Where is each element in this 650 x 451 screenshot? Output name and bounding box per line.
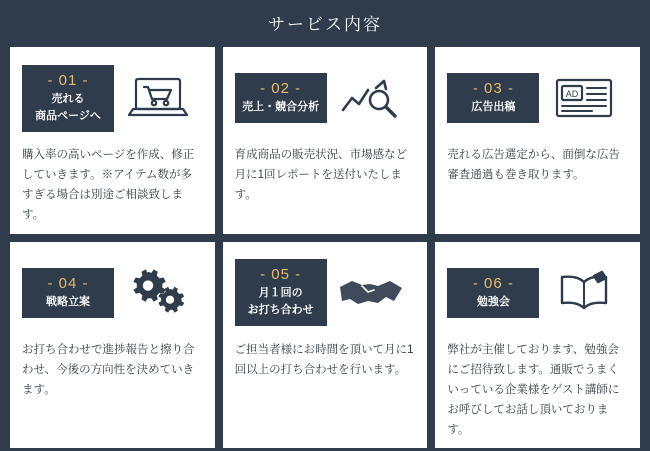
chart-magnifier-icon [327, 74, 416, 122]
card-badge [235, 259, 327, 326]
card-label-line-1: 勉強会 [476, 295, 510, 308]
card-body-text: 育成商品の販売状況、市場感など月に1回レポートを送付いたします。 [234, 149, 408, 202]
service-card [223, 47, 428, 234]
service-card [10, 47, 215, 234]
card-label-line-2: 商品ページへ [35, 109, 101, 122]
card-label-line-1: 戦略立案 [46, 295, 90, 308]
card-badge [447, 73, 539, 123]
service-card-grid [10, 47, 640, 447]
card-label-line-1: 月１回の [258, 287, 303, 299]
card-header [447, 57, 628, 139]
card-body-text: お打ち合わせで進捗報告と擦り合わせ、今後の方向性を決めていきます。 [22, 343, 195, 396]
card-badge [22, 268, 114, 318]
card-header [22, 57, 203, 139]
laptop-cart-icon [114, 74, 203, 122]
card-badge [22, 65, 114, 132]
card-body-text: 売れる広告選定から、面倒な広告審査通過も巻き取ります。 [447, 149, 620, 182]
card-header [235, 252, 416, 334]
card-body-text: 購入率の高いページを作成、修正していきます。※アイテム数が多すぎる場合は別途ご相談致します。 [22, 149, 195, 222]
card-badge [235, 73, 327, 123]
card-body-text: 弊社が主催しております、勉強会にご招待致します。通販でうまくいっている企業様をゲスト講師にお呼びしてお話し頂いております。 [447, 343, 620, 436]
card-number: - 01 - [47, 71, 89, 89]
card-label-line-1: 売れる [51, 92, 85, 105]
service-card [435, 47, 640, 234]
gears-icon [114, 269, 203, 317]
card-label-line-1: 広告出稿 [471, 101, 516, 113]
card-header [22, 252, 203, 334]
card-number: - 03 - [472, 80, 514, 97]
handshake-icon [327, 271, 416, 315]
card-header [235, 57, 416, 139]
ad-banner-icon [539, 75, 628, 121]
card-label-line-2: お打ち合わせ [247, 304, 314, 316]
service-card [223, 242, 428, 449]
card-number: - 06 - [472, 274, 514, 292]
page-title: サービス内容 [268, 15, 382, 34]
card-number: - 02 - [260, 80, 302, 97]
service-card [10, 242, 215, 449]
card-label-line-1: 売上・競合分析 [242, 101, 320, 113]
card-badge [447, 268, 539, 318]
card-header [447, 252, 628, 334]
card-number: - 04 - [47, 274, 89, 292]
service-card [435, 242, 640, 449]
svg-text:AD: AD [565, 89, 578, 99]
open-book-pencil-icon [539, 270, 628, 316]
card-body-text: ご担当者様にお時間を頂いて月に1回以上の打ち合わせを行います。 [234, 343, 414, 376]
card-number: - 05 - [260, 266, 302, 283]
